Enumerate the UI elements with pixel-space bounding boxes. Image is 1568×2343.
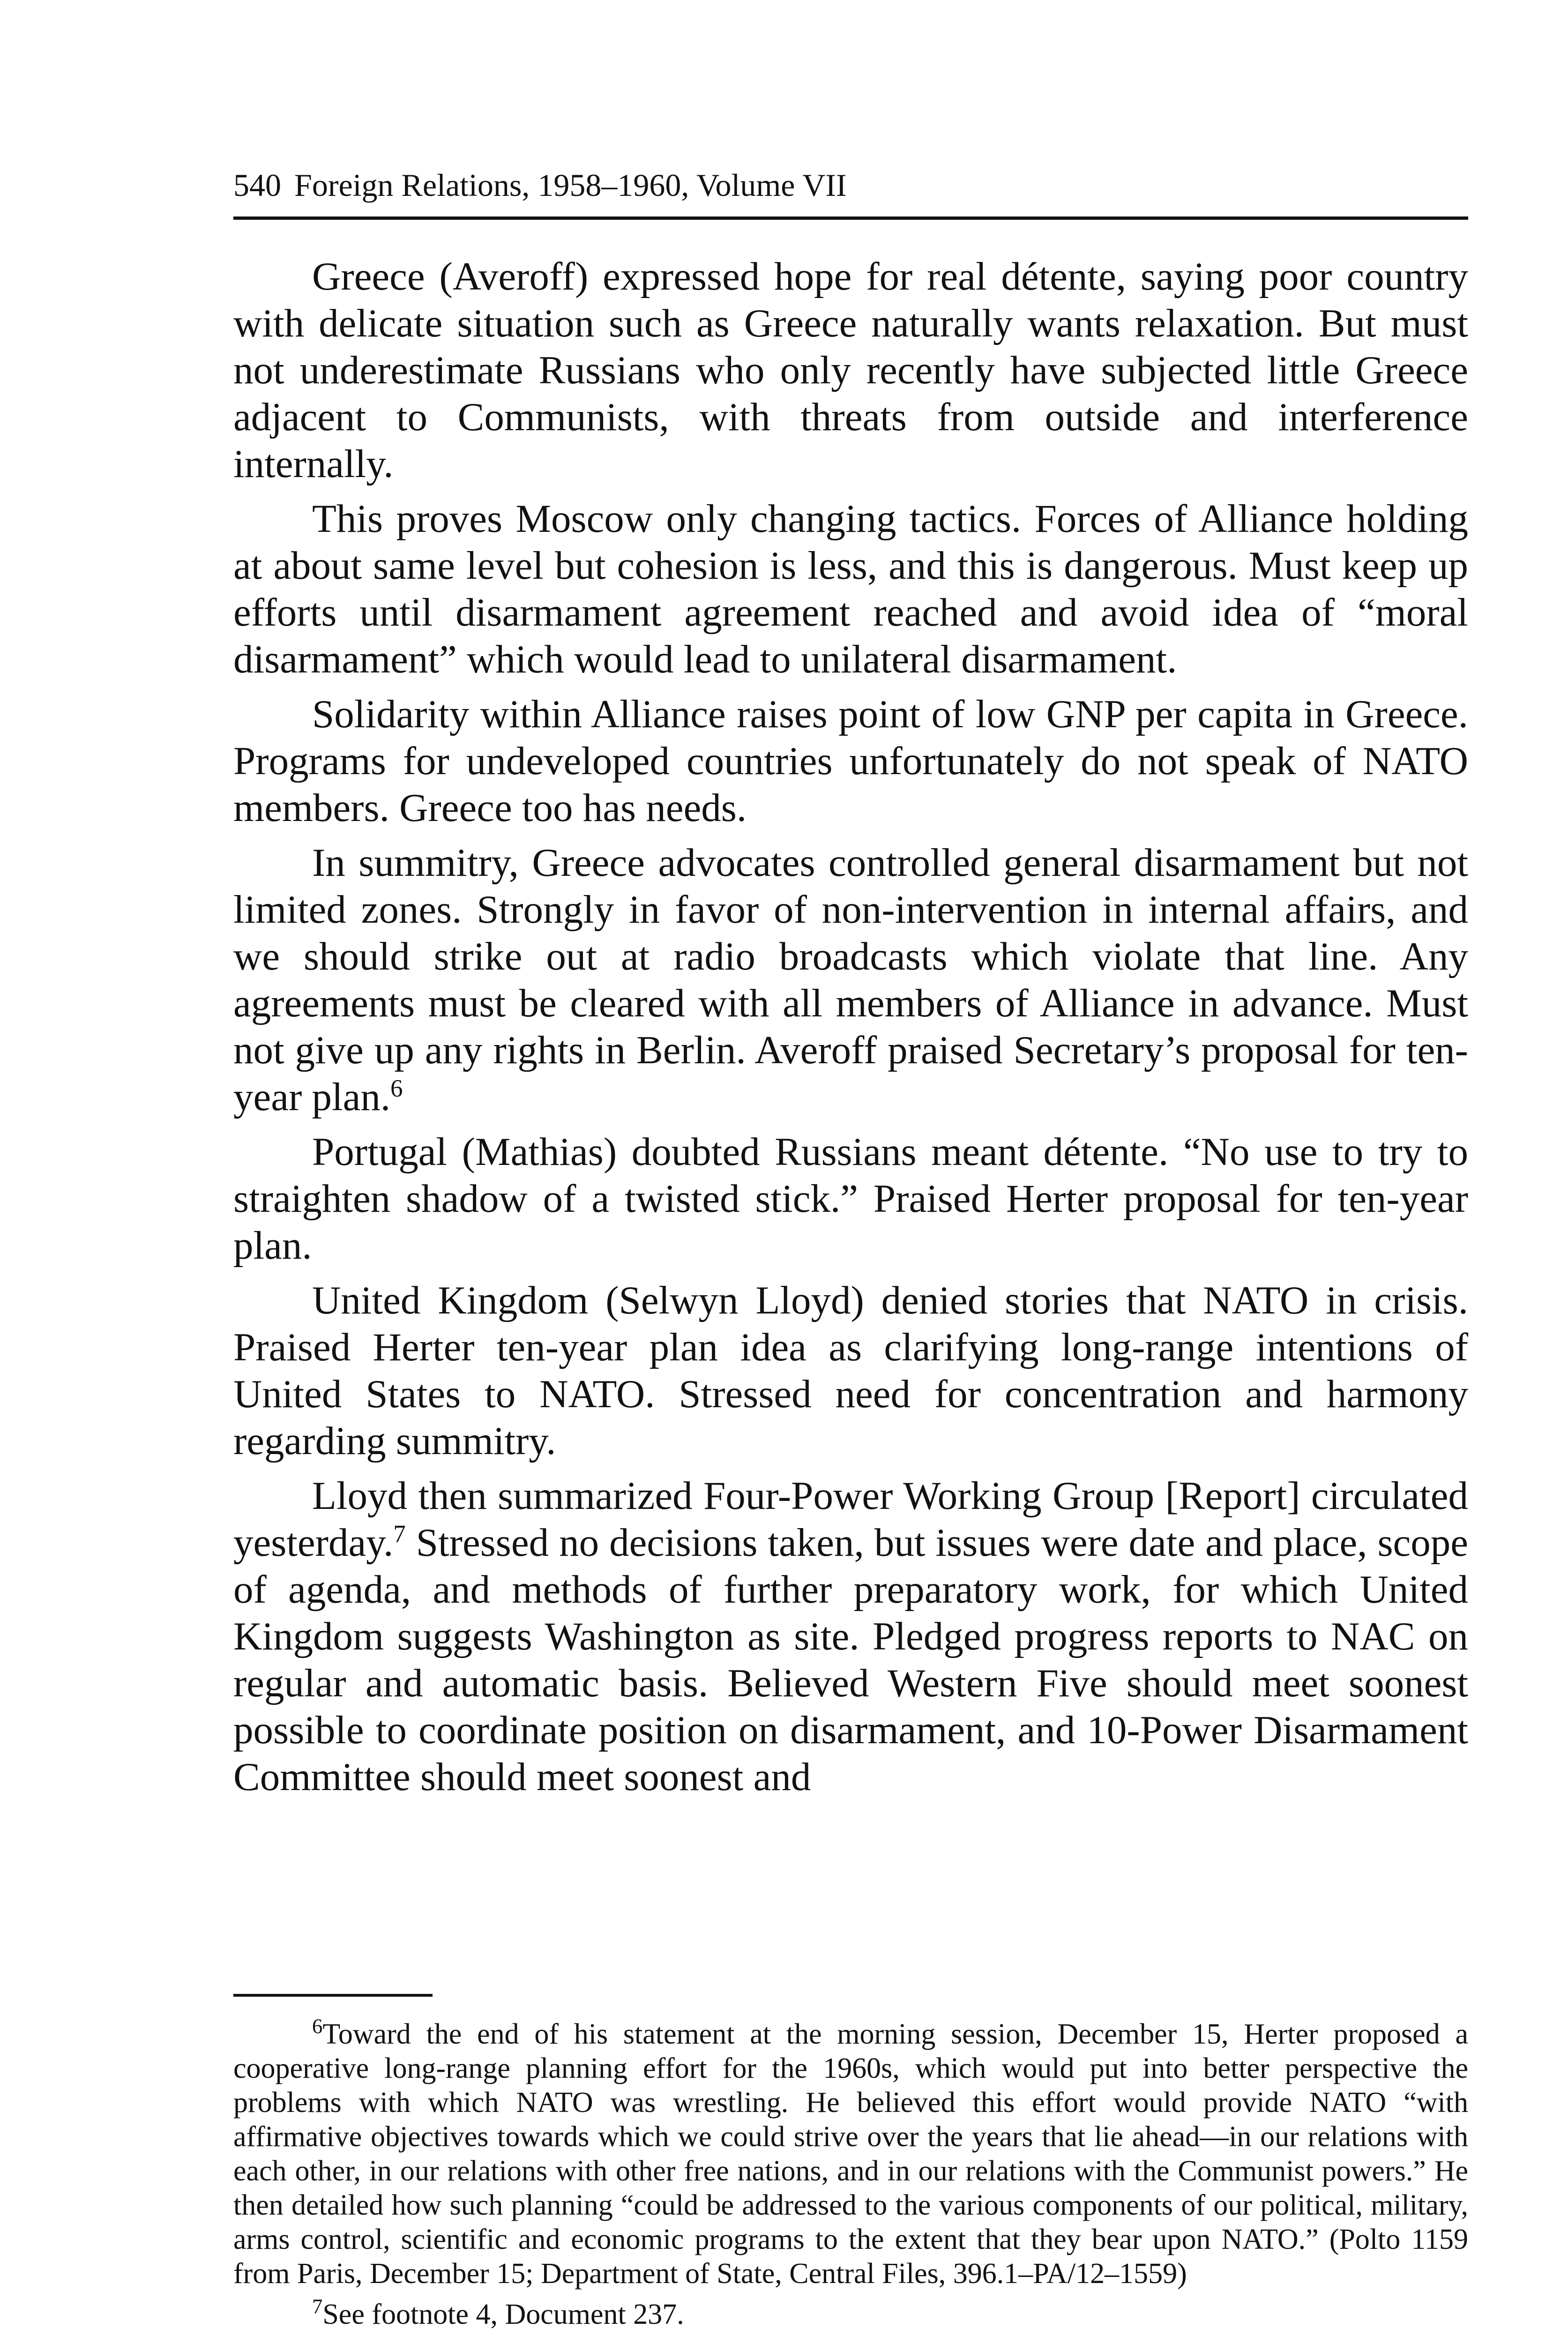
footnote-ref-6[interactable]: 6 [390,1075,403,1103]
body-text [233,253,1468,1808]
paragraph-greece-averoff [233,253,1468,487]
paragraph-lloyd-summary [233,1472,1468,1800]
footnote-7 [233,2294,1468,2332]
paragraph-solidarity [233,691,1468,831]
running-head [233,164,1466,206]
running-title: Foreign Relations, 1958–1960, Volume VII [294,167,847,203]
footnote-6 [233,2014,1468,2291]
paragraph-text: Solidarity within Alliance raises point of low GNP per capita in Greece. Programs for undeveloped countries unfortunately do not speak of NATO members. Greece too has needs. [233,692,1468,830]
paragraph-text: In summitry, Greece advocates controlled general disarmament but not limited zones. Strongly in favor of non-intervention in internal affairs, and we should strike out at radio broadcasts which violate that line. Any agreements must be cleared with all members of Alliance in advance. Must not give up any rights in Berlin. Averoff praised Secretary’s proposal for ten-year plan. [233,841,1468,1119]
paragraph-portugal [233,1128,1468,1269]
footnote-number: 6 [312,2014,323,2038]
footnote-text: See footnote 4, Document 237. [322,2298,684,2330]
paragraph-moscow-tactics [233,495,1468,683]
footnote-number: 7 [312,2294,323,2318]
footnote-rule [233,1994,433,1997]
footnote-text: Toward the end of his statement at the morning session, December 15, Herter proposed a cooperative long-range planning effort for the 1960s, which would put into better perspective the problems with which NATO was wrestling. He believed this effort would provide NATO “with affirmative objectives towards which we could strive over the years that lie ahead—in our relations with each other, in our relations with other free nations, and in our relations with the Communist powers.” He then detailed how such planning “could be addressed to the various components of our political, military, arms control, scientific and economic programs to the extent that they bear upon NATO.” (Polto 1159 from Paris, December 15; Department of State, Central Files, 396.1–PA/12–1559) [233,2018,1468,2290]
paragraph-text: Lloyd then summarized Four-Power Working Group [Report] circulated yesterday. [233,1474,1468,1565]
page-number: 540 [233,167,281,203]
paragraph-summitry [233,839,1468,1120]
paragraph-united-kingdom [233,1277,1468,1464]
paragraph-text: Greece (Averoff) expressed hope for real détente, saying poor country with delicate situation such as Greece naturally wants relaxation. But must not underestimate Russians who only recently have subjected little Greece adjacent to Communists, with threats from outside and interference internally. [233,254,1468,486]
footnotes [233,2014,1468,2338]
header-rule [233,216,1468,220]
footnote-ref-7[interactable]: 7 [393,1521,406,1548]
paragraph-text: This proves Moscow only changing tactics. Forces of Alliance holding at about same level but cohesion is less, and this is dangerous. Must keep up efforts until disarmament agreement reached and avoid idea of “moral disarmament” which would lead to unilateral disarmament. [233,497,1468,681]
paragraph-text: United Kingdom (Selwyn Lloyd) denied stories that NATO in crisis. Praised Herter ten-year plan idea as clarifying long-range intentions of United States to NATO. Stressed need for concentration and harmony regarding summitry. [233,1278,1468,1463]
paragraph-text: Portugal (Mathias) doubted Russians meant détente. “No use to try to straighten shadow of a twisted stick.” Praised Herter proposal for ten-year plan. [233,1130,1468,1268]
paragraph-text: Stressed no decisions taken, but issues were date and place, scope of agenda, and methods of further preparatory work, for which United Kingdom suggests Washington as site. Pledged progress reports to NAC on regular and automatic basis. Believed Western Five should meet soonest possible to coordinate position on disarmament, and 10-Power Disarmament Committee should meet soonest and [233,1521,1468,1799]
